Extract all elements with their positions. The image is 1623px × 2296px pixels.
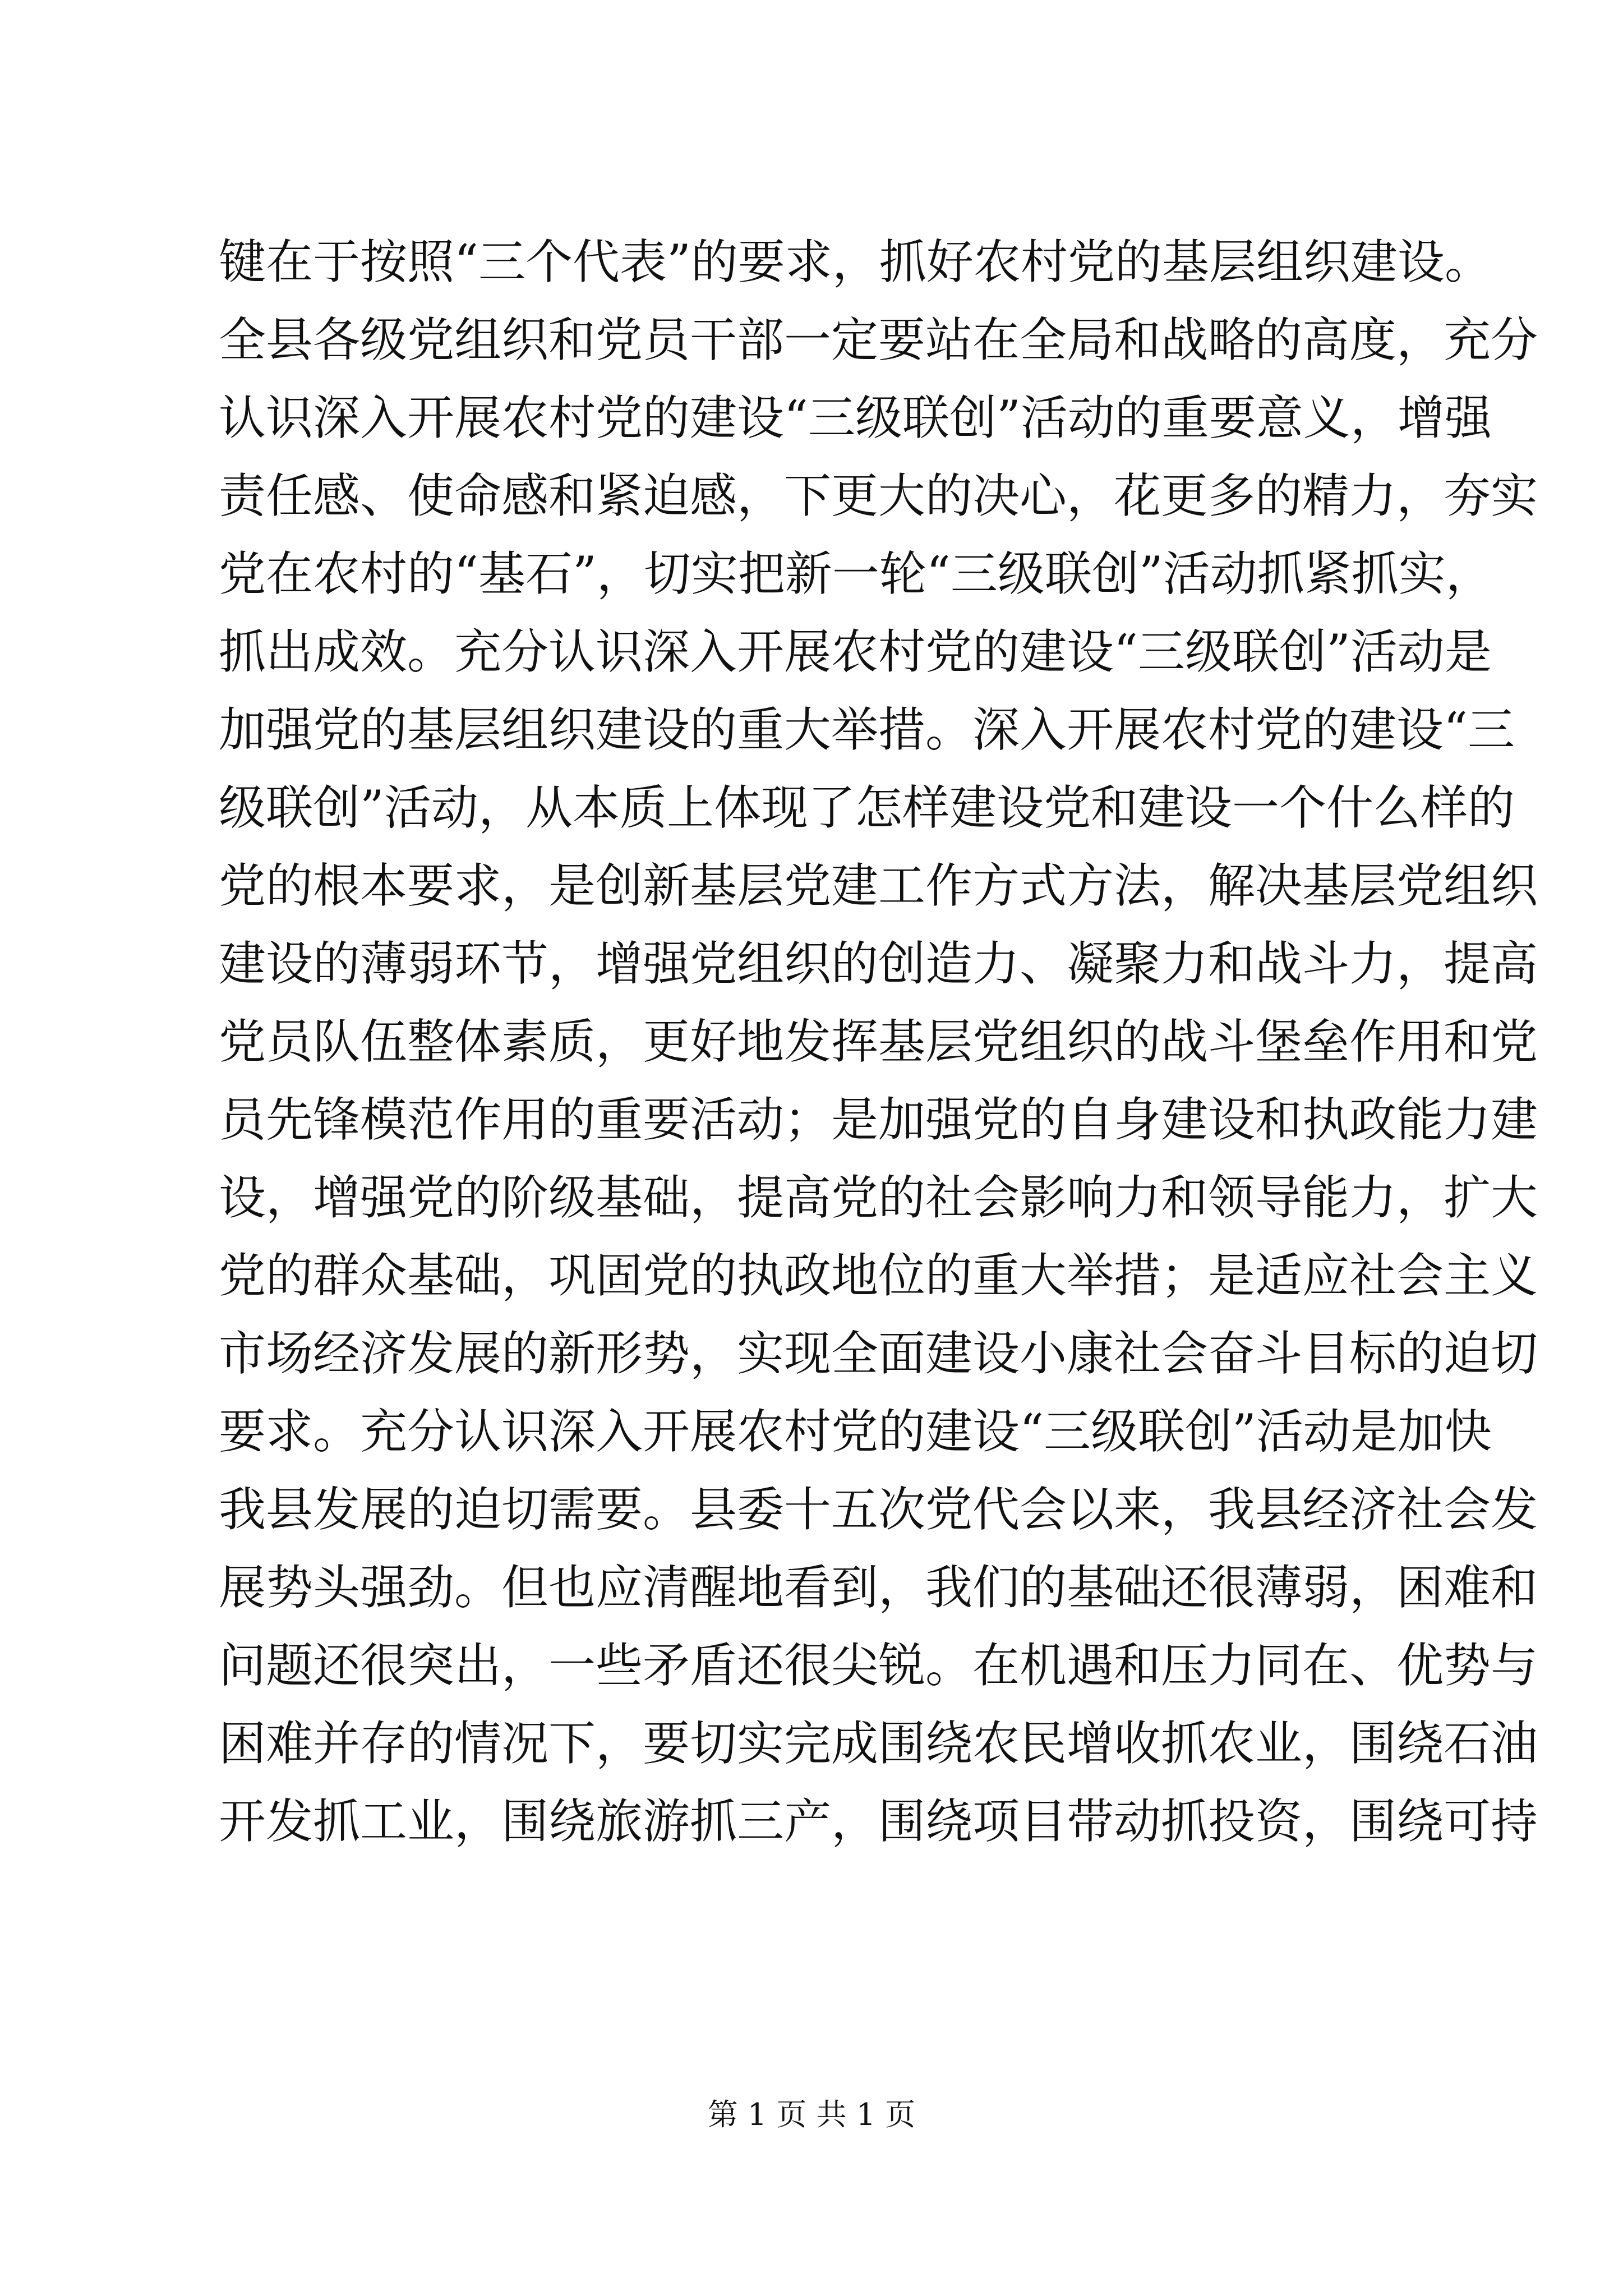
- text-line: 设，增强党的阶级基础，提高党的社会影响力和领导能力，扩大: [219, 1170, 1538, 1225]
- text-line: 责任感、使命感和紧迫感，下更大的决心，花更多的精力，夯实: [219, 468, 1538, 523]
- text-line: 党的根本要求，是创新基层党建工作方式方法，解决基层党组织: [219, 858, 1538, 913]
- text-line: 开发抓工业，围绕旅游抓三产，围绕项目带动抓投资，围绕可持: [219, 1794, 1538, 1849]
- text-line: 加强党的基层组织建设的重大举措。深入开展农村党的建设“三: [219, 702, 1515, 757]
- text-line: 建设的薄弱环节，增强党组织的创造力、凝聚力和战斗力，提高: [219, 936, 1538, 991]
- text-line: 级联创”活动，从本质上体现了怎样建设党和建设一个什么样的: [219, 780, 1515, 835]
- text-line: 问题还很突出，一些矛盾还很尖锐。在机遇和压力同在、优势与: [219, 1638, 1538, 1693]
- text-line: 认识深入开展农村党的建设“三级联创”活动的重要意义，增强: [219, 390, 1492, 445]
- text-line: 党的群众基础，巩固党的执政地位的重大举措；是适应社会主义: [219, 1248, 1538, 1303]
- page-footer: [0, 2092, 1623, 2137]
- text-line: 键在于按照“三个代表”的要求，抓好农村党的基层组织建设。: [219, 234, 1492, 289]
- text-line: 党员队伍整体素质，更好地发挥基层党组织的战斗堡垒作用和党: [219, 1014, 1538, 1069]
- text-line: 要求。充分认识深入开展农村党的建设“三级联创”活动是加快: [219, 1404, 1492, 1459]
- text-line: 展势头强劲。但也应清醒地看到，我们的基础还很薄弱，困难和: [219, 1560, 1538, 1615]
- body-text: [219, 223, 1538, 1861]
- text-line: 党在农村的“基石”，切实把新一轮“三级联创”活动抓紧抓实，: [219, 546, 1493, 601]
- text-line: 市场经济发展的新形势，实现全面建设小康社会奋斗目标的迫切: [219, 1326, 1538, 1381]
- text-line: 困难并存的情况下，要切实完成围绕农民增收抓农业，围绕石油: [219, 1716, 1538, 1771]
- page-number-label: 第 1 页 共 1 页: [707, 2097, 916, 2132]
- text-line: 我县发展的迫切需要。县委十五次党代会以来，我县经济社会发: [219, 1482, 1538, 1537]
- text-line: 抓出成效。充分认识深入开展农村党的建设“三级联创”活动是: [219, 624, 1492, 679]
- text-line: 员先锋模范作用的重要活动；是加强党的自身建设和执政能力建: [219, 1092, 1538, 1147]
- text-line: 全县各级党组织和党员干部一定要站在全局和战略的高度，充分: [219, 312, 1538, 367]
